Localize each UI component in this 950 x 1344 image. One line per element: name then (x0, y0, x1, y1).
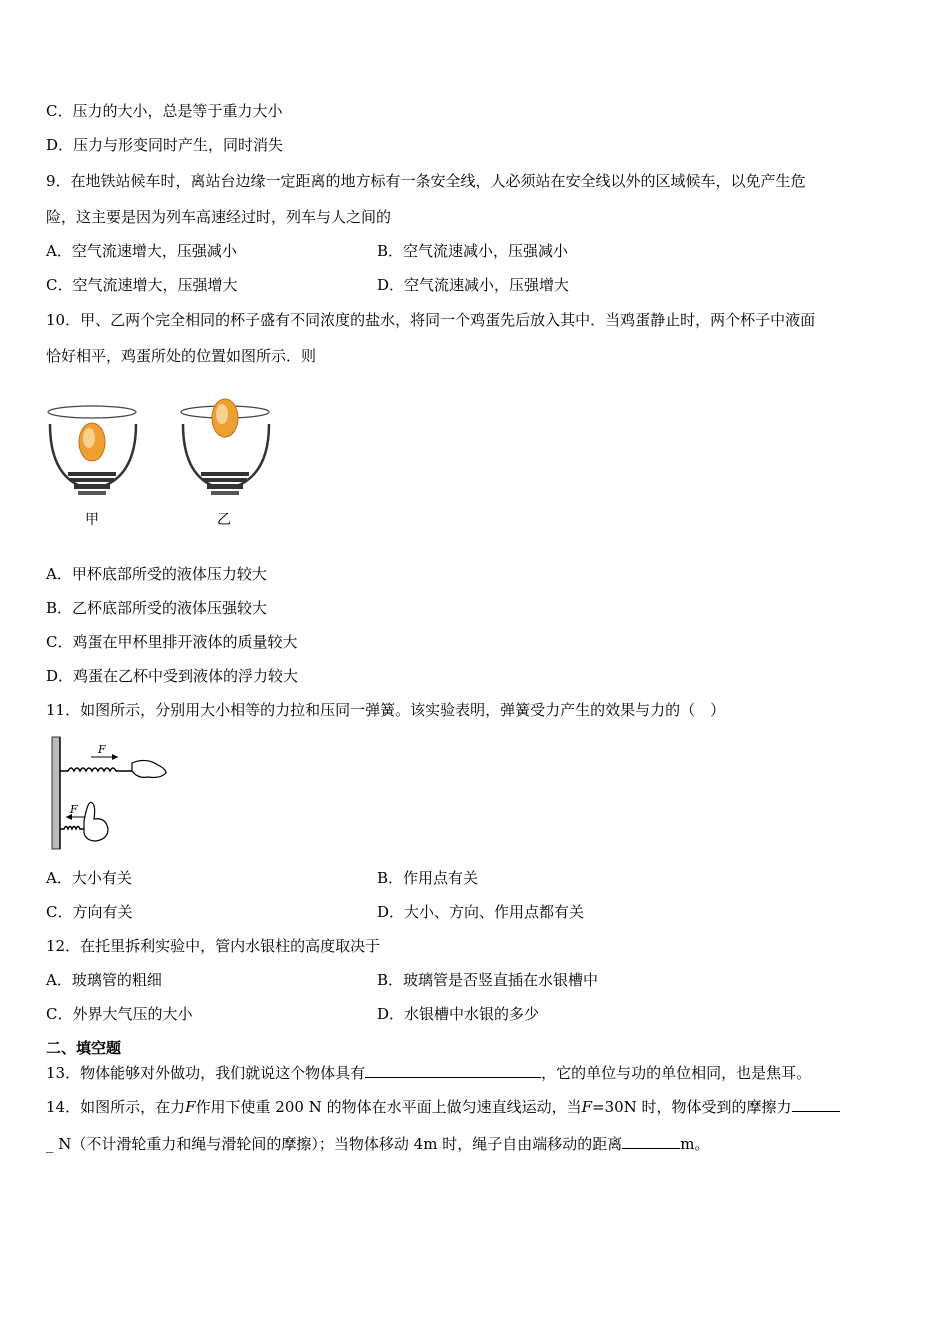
q10-option-d: D．鸡蛋在乙杯中受到液体的浮力较大 (46, 667, 299, 685)
q10-stem-line2: 恰好相平，鸡蛋所处的位置如图所示．则 (46, 347, 317, 365)
q10-stem-line1: 10．甲、乙两个完全相同的杯子盛有不同浓度的盐水，将同一个鸡蛋先后放入其中．当鸡蛋静止时，两个杯子中液面 (46, 311, 816, 329)
q9-stem-line2: 险，这主要是因为列车高速经过时，列车与人之间的 (46, 208, 392, 226)
q8-option-c: C．压力的大小，总是等于重力大小 (46, 102, 283, 120)
q14-force-symbol: F (185, 1098, 196, 1116)
q14-text-c: =30N 时，物体受到的摩擦力 (592, 1098, 792, 1116)
q9-option-a: A．空气流速增大，压强减小 (46, 242, 237, 260)
hand-pull-icon (132, 760, 166, 777)
q14-stem-line1 (46, 1097, 840, 1117)
q12-option-d: D．水银槽中水银的多少 (377, 1005, 540, 1023)
q11-stem: 11．如图所示，分别用大小相等的力拉和压同一弹簧。该实验表明，弹簧受力产生的效果与力的（ ） (46, 701, 726, 719)
section-heading-fill-in: 二、填空题 (46, 1039, 122, 1057)
q12-stem: 12．在托里拆利实验中，管内水银柱的高度取决于 (46, 937, 381, 955)
q10-option-a: A．甲杯底部所受的液体压力较大 (46, 565, 267, 583)
q11-option-a: A．大小有关 (46, 869, 132, 887)
q14-text-e: m。 (680, 1135, 710, 1153)
cup-right (181, 399, 269, 495)
spring-bottom (60, 827, 84, 830)
q11-option-d: D．大小、方向、作用点都有关 (377, 903, 585, 921)
q12-option-a: A．玻璃管的粗细 (46, 971, 162, 989)
q13-text-a: 13．物体能够对外做功，我们就说这个物体具有 (46, 1064, 366, 1082)
q14-stem-line2 (46, 1134, 709, 1154)
q9-option-c: C．空气流速增大，压强增大 (46, 276, 238, 294)
force-label-top: F (98, 743, 106, 756)
q14-distance-blank[interactable] (622, 1134, 680, 1149)
q8-option-d: D．压力与形变同时产生，同时消失 (46, 136, 284, 154)
q14-force-symbol-2: F (581, 1098, 592, 1116)
q13-stem (46, 1063, 811, 1083)
q11-option-c: C．方向有关 (46, 903, 133, 921)
q9-stem-line1: 9．在地铁站候车时，离站台边缘一定距离的地方标有一条安全线，人必须站在安全线以外的区域候车，以免产生危 (46, 172, 806, 190)
spring-top (60, 768, 132, 771)
q9-option-d: D．空气流速减小，压强增大 (377, 276, 570, 294)
force-label-bottom: F (70, 803, 78, 816)
q11-option-b: B．作用点有关 (377, 869, 479, 887)
q14-text-d: _ N（不计滑轮重力和绳与滑轮间的摩擦）；当物体移动 4m 时，绳子自由端移动的距离 (46, 1135, 623, 1153)
cup-label-right: 乙 (217, 512, 231, 528)
spring-illustration (46, 733, 176, 853)
q13-text-b: ，它的单位与功的单位相同，也是焦耳。 (541, 1064, 812, 1082)
q12-option-c: C．外界大气压的大小 (46, 1005, 193, 1023)
q11-figure (46, 733, 176, 853)
q14-friction-blank[interactable] (792, 1097, 840, 1112)
q14-text-b: 作用下使重 200 N 的物体在水平面上做匀速直线运动，当 (195, 1098, 582, 1116)
q14-text-a: 14．如图所示，在力 (46, 1098, 186, 1116)
q13-answer-blank[interactable] (365, 1063, 541, 1078)
hand-push-icon (84, 802, 108, 841)
q10-option-b: B．乙杯底部所受的液体压强较大 (46, 599, 268, 617)
q12-option-b: B．玻璃管是否竖直插在水银槽中 (377, 971, 599, 989)
cup-label-left: 甲 (85, 512, 99, 528)
q9-option-b: B．空气流速减小，压强减小 (377, 242, 569, 260)
q10-option-c: C．鸡蛋在甲杯里排开液体的质量较大 (46, 633, 298, 651)
q10-figure (40, 378, 290, 533)
cup-left (48, 406, 136, 495)
egg-cups-illustration (40, 378, 290, 533)
